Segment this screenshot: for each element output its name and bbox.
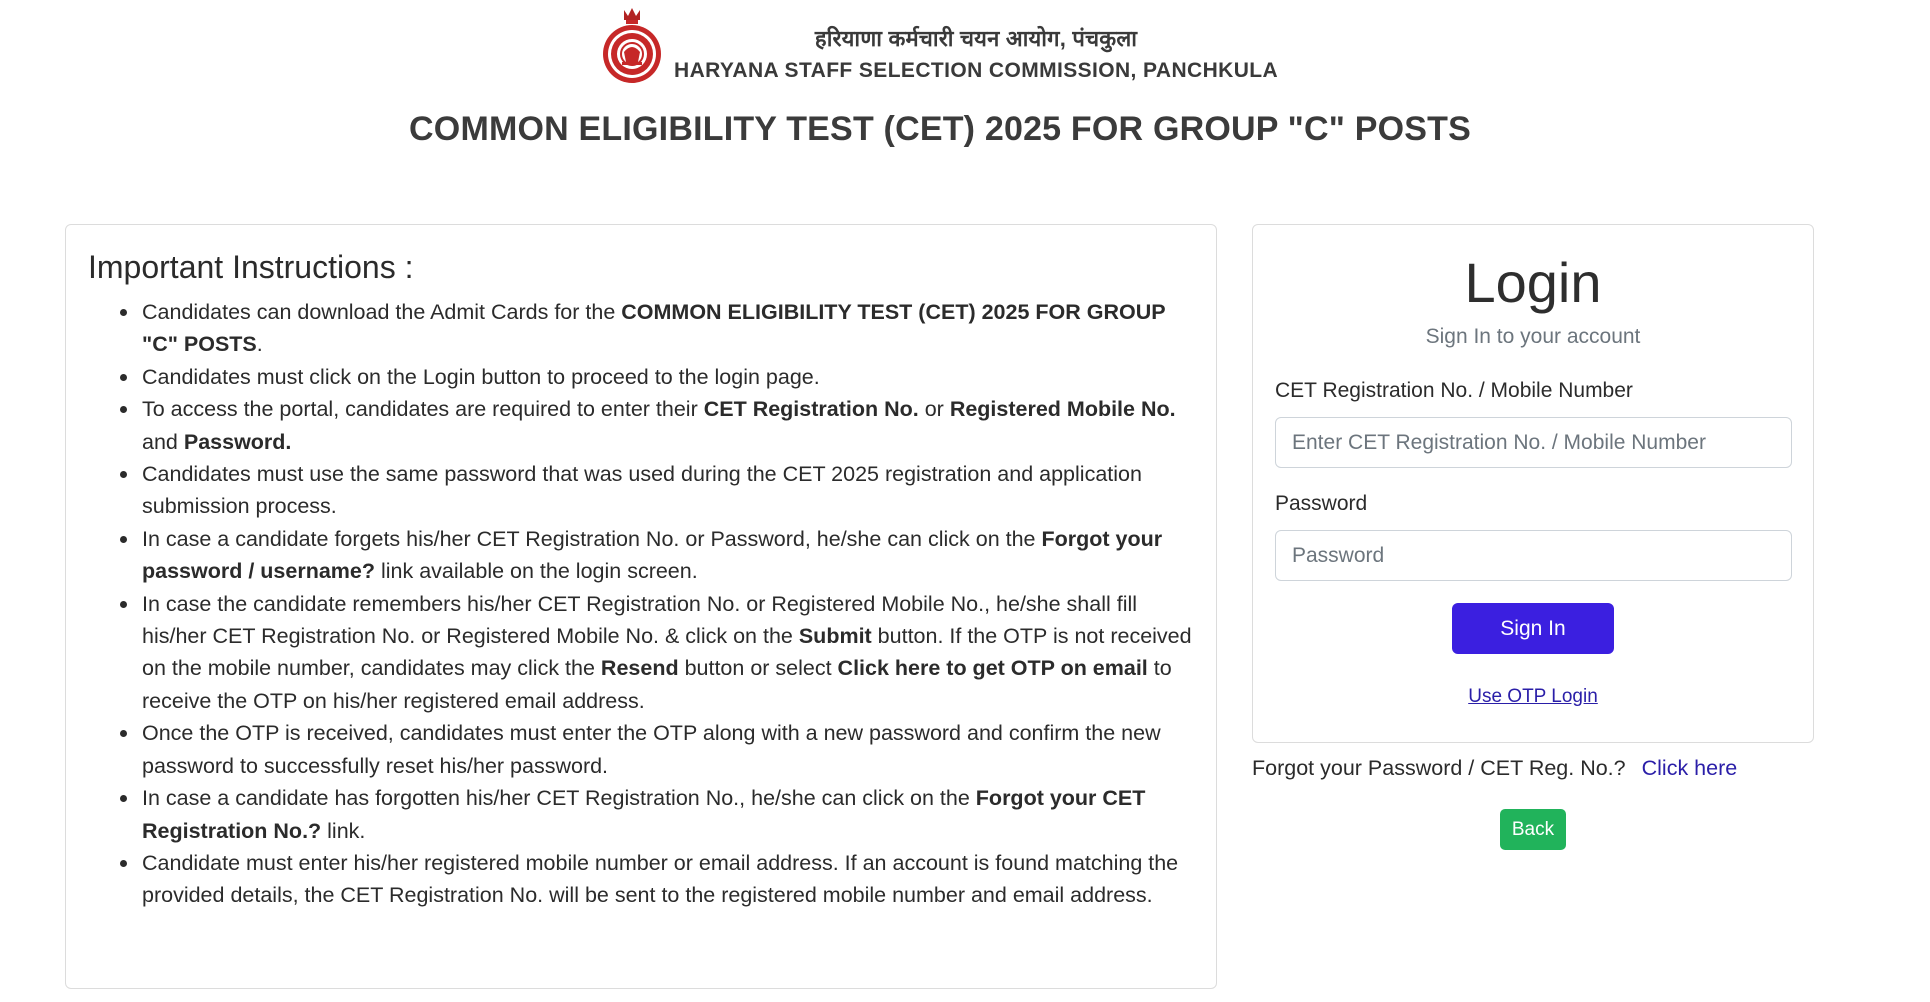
org-branding bbox=[600, 6, 1278, 86]
instruction-text: In case a candidate has forgotten his/her CET Registration No., he/she can click on the bbox=[142, 786, 976, 811]
org-name-hindi: हरियाणा कर्मचारी चयन आयोग, पंचकुला bbox=[814, 26, 1138, 51]
instruction-text: . bbox=[256, 332, 263, 357]
instruction-text: Candidates must click on the Login button to proceed to the login page. bbox=[142, 364, 820, 389]
haryana-emblem-icon bbox=[600, 6, 664, 86]
login-subtitle: Sign In to your account bbox=[1425, 325, 1641, 348]
instruction-bold-text: Forgot your CET Registration No.? bbox=[142, 786, 1146, 843]
username-input[interactable] bbox=[1275, 417, 1792, 468]
instruction-text: button or select bbox=[678, 656, 838, 681]
instruction-item bbox=[120, 361, 1194, 393]
back-button[interactable]: Back bbox=[1500, 809, 1566, 850]
instruction-item bbox=[120, 782, 1194, 847]
instructions-list bbox=[88, 296, 1194, 912]
instruction-bold-text: Password. bbox=[183, 429, 292, 454]
instruction-text: Candidate must enter his/her registered mobile number or email address. If an account is found matching the provided details, the CET Registration No. will be sent to the registered mobile number and email address. bbox=[142, 850, 1179, 908]
forgot-text: Forgot your Password / CET Reg. No.? bbox=[1252, 756, 1626, 780]
instruction-text: Once the OTP is received, candidates must enter the OTP along with a new password and confirm the new password to successfully reset his/her password. bbox=[142, 721, 1161, 778]
org-name-english: HARYANA STAFF SELECTION COMMISSION, PANCHKULA bbox=[674, 59, 1279, 82]
instruction-text: and bbox=[142, 429, 184, 454]
instruction-item bbox=[120, 717, 1194, 782]
instruction-text: Candidates can download the Admit Cards for the bbox=[142, 300, 622, 324]
instruction-item bbox=[120, 523, 1194, 588]
instruction-item bbox=[120, 588, 1194, 718]
password-input[interactable] bbox=[1275, 530, 1792, 581]
instruction-item bbox=[120, 296, 1194, 361]
instruction-bold-text: COMMON ELIGIBILITY TEST (CET) 2025 FOR GROUP "C" POSTS bbox=[142, 300, 1166, 357]
instruction-text: button. If the OTP is not received on the mobile number, candidates may click the bbox=[142, 624, 1192, 681]
forgot-click-here-link[interactable]: Click here bbox=[1641, 756, 1738, 780]
instruction-text: to receive the OTP on his/her registered email address. bbox=[142, 656, 1172, 713]
instructions-card bbox=[65, 224, 1217, 989]
instruction-text: link. bbox=[321, 818, 366, 843]
instruction-text: or bbox=[918, 397, 950, 422]
instruction-bold-text: CET Registration No. bbox=[703, 397, 919, 422]
instruction-item bbox=[120, 458, 1194, 523]
instruction-text: Candidates must use the same password that was used during the CET 2025 registration and application submission process. bbox=[142, 462, 1142, 519]
password-label: Password bbox=[1275, 492, 1368, 515]
login-card bbox=[1252, 224, 1814, 743]
org-names bbox=[674, 9, 1278, 83]
instruction-item bbox=[120, 847, 1194, 912]
username-label: CET Registration No. / Mobile Number bbox=[1275, 379, 1633, 402]
instruction-bold-text: Click here to get OTP on email bbox=[837, 656, 1148, 681]
instruction-text: link available on the login screen. bbox=[375, 559, 698, 584]
instruction-bold-text: Submit bbox=[798, 624, 872, 649]
instruction-text: In case the candidate remembers his/her CET Registration No. or Registered Mobile No., he/she shall fill his/her CET Registration No. or Registered Mobile No. & click on the bbox=[142, 591, 1138, 649]
instruction-text: In case a candidate forgets his/her CET Registration No. or Password, he/she can click on the bbox=[142, 526, 1042, 551]
instruction-bold-text: Forgot your password / username? bbox=[142, 526, 1163, 584]
otp-login-link[interactable]: Use OTP Login bbox=[1468, 686, 1598, 707]
instructions-heading: Important Instructions : bbox=[88, 249, 414, 285]
login-title: Login bbox=[1464, 251, 1602, 314]
instruction-bold-text: Registered Mobile No. bbox=[949, 397, 1176, 422]
instruction-text: To access the portal, candidates are required to enter their bbox=[142, 397, 704, 422]
exam-title: COMMON ELIGIBILITY TEST (CET) 2025 FOR GROUP "C" POSTS bbox=[409, 110, 1471, 148]
sign-in-button[interactable]: Sign In bbox=[1452, 603, 1614, 654]
forgot-row bbox=[1252, 756, 1737, 781]
instruction-item bbox=[120, 393, 1194, 458]
instruction-bold-text: Resend bbox=[600, 656, 679, 681]
